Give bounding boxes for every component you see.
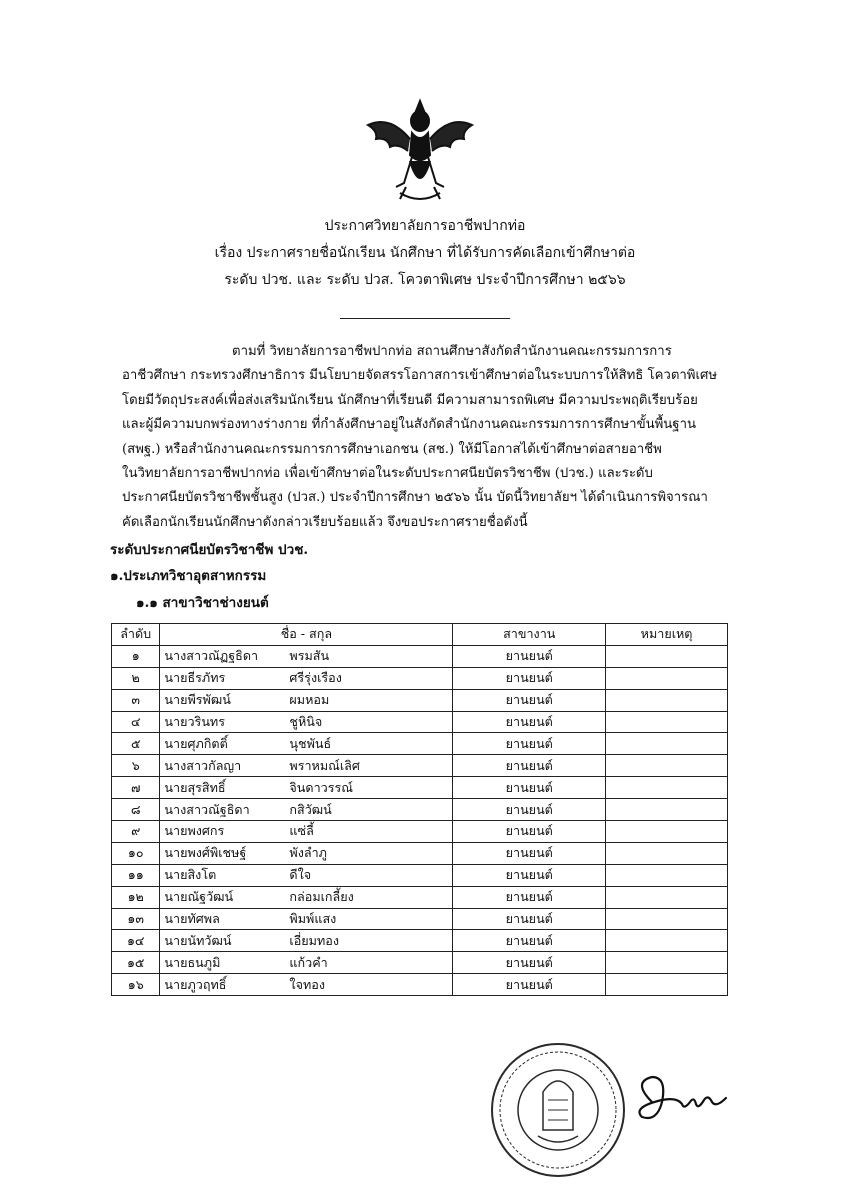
student-last-name: ผมหอม	[289, 692, 330, 708]
student-field: ยานยนต์	[453, 908, 606, 930]
table-row	[112, 755, 728, 777]
student-note	[606, 799, 728, 821]
student-first-name: นางสาวณัฐธิดา	[164, 801, 250, 817]
column-header-note: หมายเหตุ	[606, 624, 728, 646]
student-field: ยานยนต์	[453, 864, 606, 886]
student-note	[606, 689, 728, 711]
column-header-name: ชื่อ - สกุล	[160, 624, 453, 646]
table-body	[112, 645, 728, 995]
student-first-name: นางสาวณัฏฐธิดา	[164, 648, 259, 664]
table-row	[112, 821, 728, 843]
student-first-name: นายพีรพัฒน์	[164, 692, 231, 708]
announcement-body	[122, 340, 738, 535]
student-note	[606, 908, 728, 930]
table-row	[112, 930, 728, 952]
student-last-name: พรมสัน	[289, 648, 330, 664]
student-last-name: ดีใจ	[289, 867, 312, 883]
row-number: ๔	[112, 711, 160, 733]
student-field: ยานยนต์	[453, 777, 606, 799]
student-field: ยานยนต์	[453, 755, 606, 777]
student-field: ยานยนต์	[453, 733, 606, 755]
student-first-name: นายทัศพล	[164, 911, 220, 927]
student-field: ยานยนต์	[453, 842, 606, 864]
row-number: ๘	[112, 799, 160, 821]
student-last-name: พังลำภู	[289, 845, 327, 861]
student-first-name: นายศุภกิตติ์	[164, 735, 228, 751]
announcement-subject: เรื่อง ประกาศรายชื่อนักเรียน นักศึกษา ที่ได้รับการคัดเลือกเข้าศึกษาต่อ	[214, 245, 636, 261]
garuda-emblem-icon	[360, 95, 480, 210]
official-seal-icon	[488, 1040, 628, 1180]
row-number: ๑๕	[112, 952, 160, 974]
student-note	[606, 842, 728, 864]
student-note	[606, 755, 728, 777]
student-last-name: แซ่ลี้	[289, 823, 314, 839]
student-note	[606, 711, 728, 733]
student-last-name: กล่อมเกลี้ยง	[289, 889, 354, 905]
student-last-name: พิมพ์แสง	[289, 911, 337, 927]
table-row	[112, 689, 728, 711]
row-number: ๕	[112, 733, 160, 755]
table-row	[112, 733, 728, 755]
student-name	[160, 799, 453, 821]
student-first-name: นายธนภูมิ	[164, 954, 221, 970]
student-name	[160, 886, 453, 908]
student-note	[606, 864, 728, 886]
student-field: ยานยนต์	[453, 974, 606, 996]
table-row	[112, 799, 728, 821]
body-line: ประกาศนียบัตรวิชาชีพชั้นสูง (ปวส.) ประจำปีการศึกษา ๒๕๖๖ นั้น บัดนี้วิทยาลัยฯ ได้ดำเนินการพิจารณา	[122, 490, 708, 506]
student-note	[606, 886, 728, 908]
row-number: ๓	[112, 689, 160, 711]
table-header-row	[112, 624, 728, 646]
student-last-name: ใจทอง	[289, 976, 325, 992]
table-row	[112, 886, 728, 908]
student-name	[160, 952, 453, 974]
student-note	[606, 952, 728, 974]
student-first-name: นายณัฐวัฒน์	[164, 889, 234, 905]
student-first-name: นางสาวกัลญา	[164, 757, 242, 773]
announcement-title: ประกาศวิทยาลัยการอาชีพปากท่อ	[324, 218, 526, 234]
row-number: ๑๒	[112, 886, 160, 908]
student-field: ยานยนต์	[453, 952, 606, 974]
student-name	[160, 821, 453, 843]
student-note	[606, 974, 728, 996]
student-first-name: นายสุรสิทธิ์	[164, 779, 226, 795]
student-field: ยานยนต์	[453, 667, 606, 689]
student-field: ยานยนต์	[453, 799, 606, 821]
student-note	[606, 821, 728, 843]
table-row	[112, 908, 728, 930]
student-note	[606, 645, 728, 667]
column-header-field: สาขางาน	[453, 624, 606, 646]
table-row	[112, 777, 728, 799]
student-first-name: นายวรินทร	[164, 714, 225, 729]
row-number: ๗	[112, 777, 160, 799]
student-name	[160, 755, 453, 777]
student-first-name: นายภูวฤทธิ์	[164, 976, 227, 992]
row-number: ๑๓	[112, 908, 160, 930]
student-field: ยานยนต์	[453, 645, 606, 667]
row-number: ๖	[112, 755, 160, 777]
row-number: ๑	[112, 645, 160, 667]
row-number: ๑๐	[112, 842, 160, 864]
body-line: (สพฐ.) หรือสำนักงานคณะกรรมการการศึกษาเอกชน (สช.) ให้มีโอกาสได้เข้าศึกษาต่อสายอาชีพ	[122, 441, 662, 457]
student-name	[160, 711, 453, 733]
student-name	[160, 930, 453, 952]
student-name	[160, 864, 453, 886]
body-line: อาชีวศึกษา กระทรวงศึกษาธิการ มีนโยบายจัดสรรโอกาสการเข้าศึกษาต่อในระบบการให้สิทธิ โควตาพิเศษ	[122, 368, 718, 384]
row-number: ๑๖	[112, 974, 160, 996]
student-roster-table	[111, 623, 728, 996]
signature-icon	[622, 1072, 732, 1127]
row-number: ๑๑	[112, 864, 160, 886]
row-number: ๑๔	[112, 930, 160, 952]
student-field: ยานยนต์	[453, 930, 606, 952]
student-last-name: พราหมณ์เลิศ	[289, 757, 360, 773]
section-major-heading: ๑.๑ สาขาวิชาช่างยนต์	[136, 595, 269, 611]
table-row	[112, 842, 728, 864]
student-name	[160, 733, 453, 755]
student-field: ยานยนต์	[453, 689, 606, 711]
table-row	[112, 645, 728, 667]
student-last-name: จินดาวรรณ์	[289, 779, 353, 795]
section-category-heading: ๑.ประเภทวิชาอุตสาหกรรม	[110, 568, 267, 584]
table-row	[112, 952, 728, 974]
student-name	[160, 689, 453, 711]
student-last-name: เอี่ยมทอง	[289, 932, 339, 948]
student-name	[160, 777, 453, 799]
student-name	[160, 667, 453, 689]
student-first-name: นายธีรภัทร	[164, 670, 226, 686]
student-name	[160, 974, 453, 996]
student-note	[606, 777, 728, 799]
body-line: และผู้มีความบกพร่องทางร่างกาย ที่กำลังศึกษาอยู่ในสังกัดสำนักงานคณะกรรมการการศึกษาขั้นพื้นฐาน	[122, 417, 696, 433]
table-row	[112, 711, 728, 733]
student-first-name: นายนัทวัฒน์	[164, 932, 232, 948]
student-first-name: นายพงศ์พิเชษฐ์	[164, 845, 247, 861]
row-number: ๒	[112, 667, 160, 689]
student-field: ยานยนต์	[453, 821, 606, 843]
student-name	[160, 645, 453, 667]
student-field: ยานยนต์	[453, 886, 606, 908]
student-note	[606, 733, 728, 755]
header-divider	[340, 318, 510, 319]
body-line: ในวิทยาลัยการอาชีพปากท่อ เพื่อเข้าศึกษาต่อในระดับประกาศนียบัตรวิชาชีพ (ปวช.) และระดับ	[122, 466, 653, 482]
student-name	[160, 908, 453, 930]
student-note	[606, 667, 728, 689]
body-line: โดยมีวัตถุประสงค์เพื่อส่งเสริมนักเรียน นักศึกษาที่เรียนดี มีความสามารถพิเศษ มีความประพฤติเรียบร้อย	[122, 392, 698, 408]
table-row	[112, 667, 728, 689]
announcement-level: ระดับ ปวช. และ ระดับ ปวส. โควตาพิเศษ ประจำปีการศึกษา ๒๕๖๖	[224, 272, 626, 288]
table-row	[112, 974, 728, 996]
student-note	[606, 930, 728, 952]
student-first-name: นายพงศกร	[164, 823, 225, 839]
student-last-name: ศรีรุ่งเรือง	[289, 670, 342, 686]
student-first-name: นายสิงโต	[164, 867, 217, 883]
student-last-name: นุชพันธ์	[289, 735, 332, 751]
body-line: คัดเลือกนักเรียนนักศึกษาดังกล่าวเรียบร้อยแล้ว จึงขอประกาศรายชื่อดังนี้	[122, 514, 528, 530]
column-header-no: ลำดับ	[112, 624, 160, 646]
section-level-heading: ระดับประกาศนียบัตรวิชาชีพ ปวช.	[110, 542, 309, 558]
body-line: ตามที่ วิทยาลัยการอาชีพปากท่อ สถานศึกษาสังกัดสำนักงานคณะกรรมการการ	[232, 344, 672, 359]
row-number: ๙	[112, 821, 160, 843]
student-last-name: ชูหินิจ	[289, 714, 323, 729]
student-name	[160, 842, 453, 864]
student-last-name: แก้วคำ	[289, 954, 328, 970]
student-field: ยานยนต์	[453, 711, 606, 733]
student-last-name: กสิวัฒน์	[289, 801, 332, 817]
table-row	[112, 864, 728, 886]
